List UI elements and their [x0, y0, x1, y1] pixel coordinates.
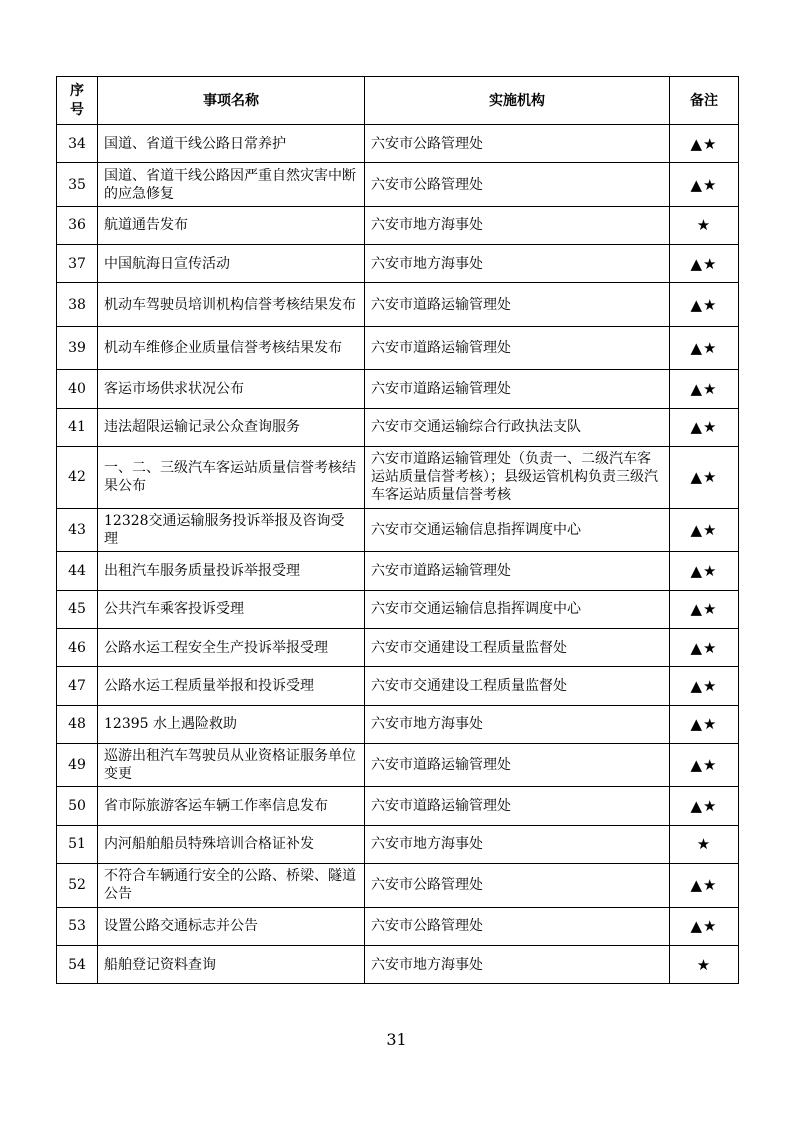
row-serial-number: 35 — [57, 163, 98, 207]
row-agency: 六安市道路运输管理处 — [365, 326, 670, 370]
row-serial-number: 54 — [57, 945, 98, 983]
row-item-name: 不符合车辆通行安全的公路、桥梁、隧道公告 — [98, 864, 365, 908]
table-row — [57, 825, 739, 863]
row-agency: 六安市道路运输管理处 — [365, 370, 670, 408]
table-header — [57, 77, 739, 125]
row-agency: 六安市道路运输管理处 — [365, 743, 670, 787]
row-note-marks: ★ — [670, 825, 739, 863]
row-agency: 六安市地方海事处 — [365, 945, 670, 983]
row-note-marks: ▲★ — [670, 408, 739, 446]
table-row — [57, 864, 739, 908]
row-serial-number: 47 — [57, 667, 98, 705]
row-note-marks: ▲★ — [670, 705, 739, 743]
row-agency: 六安市地方海事处 — [365, 206, 670, 244]
table-row — [57, 245, 739, 283]
row-item-name: 公路水运工程安全生产投诉举报受理 — [98, 629, 365, 667]
row-item-name: 机动车维修企业质量信誉考核结果发布 — [98, 326, 365, 370]
table-row — [57, 408, 739, 446]
row-agency: 六安市地方海事处 — [365, 825, 670, 863]
row-serial-number: 34 — [57, 125, 98, 163]
row-agency: 六安市公路管理处 — [365, 864, 670, 908]
row-item-name: 设置公路交通标志并公告 — [98, 907, 365, 945]
row-serial-number: 51 — [57, 825, 98, 863]
table-row — [57, 667, 739, 705]
row-note-marks: ▲★ — [670, 508, 739, 552]
row-note-marks: ▲★ — [670, 326, 739, 370]
row-agency: 六安市地方海事处 — [365, 245, 670, 283]
table-row — [57, 508, 739, 552]
table-row — [57, 446, 739, 508]
row-serial-number: 53 — [57, 907, 98, 945]
page-number: 31 — [386, 1030, 407, 1049]
table-row — [57, 125, 739, 163]
header-row — [57, 77, 739, 125]
row-note-marks: ▲★ — [670, 163, 739, 207]
row-agency: 六安市地方海事处 — [365, 705, 670, 743]
row-serial-number: 41 — [57, 408, 98, 446]
row-item-name: 船舶登记资料查询 — [98, 945, 365, 983]
row-item-name: 国道、省道干线公路日常养护 — [98, 125, 365, 163]
row-item-name: 内河船舶船员特殊培训合格证补发 — [98, 825, 365, 863]
row-serial-number: 37 — [57, 245, 98, 283]
row-item-name: 违法超限运输记录公众查询服务 — [98, 408, 365, 446]
row-serial-number: 36 — [57, 206, 98, 244]
row-item-name: 出租汽车服务质量投诉举报受理 — [98, 552, 365, 590]
row-item-name: 巡游出租汽车驾驶员从业资格证服务单位变更 — [98, 743, 365, 787]
row-serial-number: 42 — [57, 446, 98, 508]
row-note-marks: ▲★ — [670, 370, 739, 408]
row-serial-number: 45 — [57, 590, 98, 628]
table-row — [57, 945, 739, 983]
row-serial-number: 49 — [57, 743, 98, 787]
table-row — [57, 743, 739, 787]
row-note-marks: ▲★ — [670, 629, 739, 667]
row-note-marks: ▲★ — [670, 446, 739, 508]
row-agency: 六安市交通运输信息指挥调度中心 — [365, 590, 670, 628]
row-agency: 六安市公路管理处 — [365, 163, 670, 207]
row-agency: 六安市公路管理处 — [365, 125, 670, 163]
service-items-table — [56, 76, 739, 984]
row-note-marks: ★ — [670, 945, 739, 983]
row-serial-number: 48 — [57, 705, 98, 743]
row-agency: 六安市道路运输管理处（负责一、二级汽车客运站质量信誉考核）；县级运管机构负责三级汽车客运站质量信誉考核 — [365, 446, 670, 508]
row-serial-number: 38 — [57, 283, 98, 327]
row-agency: 六安市公路管理处 — [365, 907, 670, 945]
table-row — [57, 590, 739, 628]
row-serial-number: 44 — [57, 552, 98, 590]
row-note-marks: ▲★ — [670, 283, 739, 327]
row-item-name: 公共汽车乘客投诉受理 — [98, 590, 365, 628]
table-row — [57, 370, 739, 408]
row-agency: 六安市道路运输管理处 — [365, 552, 670, 590]
table-row — [57, 705, 739, 743]
row-serial-number: 50 — [57, 787, 98, 825]
header-item-name: 事项名称 — [98, 77, 365, 125]
row-note-marks: ▲★ — [670, 125, 739, 163]
table-row — [57, 283, 739, 327]
row-agency: 六安市交通建设工程质量监督处 — [365, 667, 670, 705]
row-item-name: 公路水运工程质量举报和投诉受理 — [98, 667, 365, 705]
row-item-name: 机动车驾驶员培训机构信誉考核结果发布 — [98, 283, 365, 327]
table-row — [57, 163, 739, 207]
row-agency: 六安市交通建设工程质量监督处 — [365, 629, 670, 667]
table-row — [57, 552, 739, 590]
row-item-name: 省市际旅游客运车辆工作率信息发布 — [98, 787, 365, 825]
row-serial-number: 43 — [57, 508, 98, 552]
row-note-marks: ▲★ — [670, 552, 739, 590]
row-serial-number: 40 — [57, 370, 98, 408]
row-note-marks: ▲★ — [670, 667, 739, 705]
row-agency: 六安市道路运输管理处 — [365, 787, 670, 825]
row-item-name: 航道通告发布 — [98, 206, 365, 244]
row-item-name: 一、二、三级汽车客运站质量信誉考核结果公布 — [98, 446, 365, 508]
row-serial-number: 39 — [57, 326, 98, 370]
row-note-marks: ▲★ — [670, 590, 739, 628]
header-serial-number: 序 号 — [57, 77, 98, 125]
table-row — [57, 787, 739, 825]
row-agency: 六安市道路运输管理处 — [365, 283, 670, 327]
row-item-name: 中国航海日宣传活动 — [98, 245, 365, 283]
table-row — [57, 629, 739, 667]
row-item-name: 客运市场供求状况公布 — [98, 370, 365, 408]
row-item-name: 12395 水上遇险救助 — [98, 705, 365, 743]
row-item-name: 12328交通运输服务投诉举报及咨询受理 — [98, 508, 365, 552]
row-note-marks: ★ — [670, 206, 739, 244]
header-note: 备注 — [670, 77, 739, 125]
table-row — [57, 326, 739, 370]
row-serial-number: 52 — [57, 864, 98, 908]
table-row — [57, 206, 739, 244]
row-note-marks: ▲★ — [670, 864, 739, 908]
row-agency: 六安市交通运输综合行政执法支队 — [365, 408, 670, 446]
row-note-marks: ▲★ — [670, 907, 739, 945]
header-agency: 实施机构 — [365, 77, 670, 125]
table-body — [57, 125, 739, 984]
row-agency: 六安市交通运输信息指挥调度中心 — [365, 508, 670, 552]
row-serial-number: 46 — [57, 629, 98, 667]
row-note-marks: ▲★ — [670, 245, 739, 283]
row-note-marks: ▲★ — [670, 743, 739, 787]
row-note-marks: ▲★ — [670, 787, 739, 825]
row-item-name: 国道、省道干线公路因严重自然灾害中断的应急修复 — [98, 163, 365, 207]
table-row — [57, 907, 739, 945]
